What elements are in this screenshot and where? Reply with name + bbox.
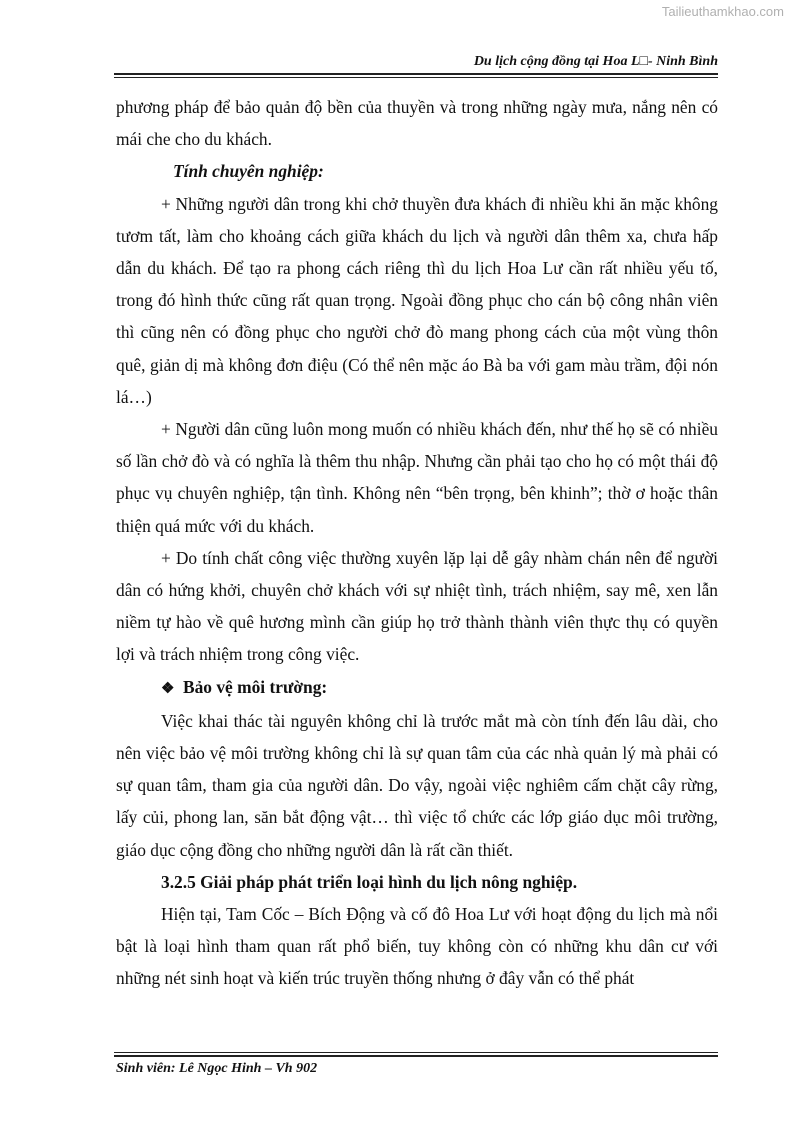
footer-author: Sinh viên: Lê Ngọc Hinh – Vh 902 bbox=[116, 1061, 318, 1076]
heading-environment-label: Bảo vệ môi trường: bbox=[183, 676, 328, 697]
watermark: Tailieuthamkhao.com bbox=[661, 4, 784, 19]
heading-section-3-2-5: 3.2.5 Giải pháp phát triển loại hình du lịch nông nghiệp. bbox=[161, 871, 578, 892]
header-rule-thick bbox=[114, 73, 718, 75]
heading-professionalism: Tính chuyên nghiệp: bbox=[173, 161, 324, 182]
footer-rule-thin bbox=[114, 1052, 718, 1053]
paragraph-agritourism: Hiện tại, Tam Cốc – Bích Động và cố đô Hoa Lư với hoạt động du lịch mà nổi bật là loại hình tham quan rất phổ biến, tuy không còn có những khu dân cư với những nét sinh hoạt và kiến trúc truyền thống nhưng ở đây vẫn có thể phát bbox=[116, 904, 718, 989]
header-rule-thin bbox=[114, 77, 718, 78]
paragraph-environment: Việc khai thác tài nguyên không chỉ là trước mắt mà còn tính đến lâu dài, cho nên việc bảo vệ môi trường không chỉ là sự quan tâm của các nhà quản lý mà phải có sự quan tâm, tham gia của người dân. Do vậy, ngoài việc nghiêm cấm chặt cây rừng, lấy củi, phong lan, săn bắt động vật… thì việc tổ chức các lớp giáo dục môi trường, giáo dục cộng đồng cho những người dân là rất cần thiết. bbox=[116, 710, 718, 860]
paragraph-attitude: + Người dân cũng luôn mong muốn có nhiều khách đến, như thế họ sẽ có nhiều số lần chở đò và có nghĩa là thêm thu nhập. Nhưng cần phải tạo cho họ có một thái độ phục vụ chuyên nghiệp, tận tình. Không nên “bên trọng, bên khinh”; thờ ơ hoặc thân thiện quá mức với du khách. bbox=[116, 419, 718, 536]
paragraph-continued: phương pháp để bảo quản độ bền của thuyền và trong những ngày mưa, nắng nên có mái che cho du khách. bbox=[116, 97, 718, 150]
header-title: Du lịch cộng đồng tại Hoa L□- Ninh Bình bbox=[473, 54, 718, 69]
paragraph-motivation: + Do tính chất công việc thường xuyên lặp lại dễ gây nhàm chán nên để người dân có hứng khởi, chuyên chở khách với sự nhiệt tình, trách nhiệm, say mê, xen lẫn niềm tự hào về quê hương mình cần giúp họ trở thành thành viên thực thụ có quyền lợi và trách nhiệm trong công việc. bbox=[116, 547, 718, 665]
heading-environment bbox=[116, 671, 718, 705]
paragraph-dress: + Những người dân trong khi chở thuyền đưa khách đi nhiều khi ăn mặc không tươm tất, làm cho khoảng cách giữa khách du lịch và người dân thêm xa, chưa hấp dẫn du khách. Để tạo ra phong cách riêng thì du lịch Hoa Lư cần rất nhiều yếu tố, trong đó hình thức cũng rất quan trọng. Ngoài đồng phục cho cán bộ công nhân viên thì cũng nên có đồng phục cho người chở đò mang phong cách của một vùng thôn quê, giản dị mà không đơn điệu (Có thể nên mặc áo Bà ba với gam màu trầm, đội nón lá…) bbox=[116, 193, 718, 407]
footer-rule-thick bbox=[114, 1055, 718, 1057]
diamond-bullet-icon: ❖ bbox=[161, 680, 175, 697]
page-body bbox=[116, 91, 718, 995]
